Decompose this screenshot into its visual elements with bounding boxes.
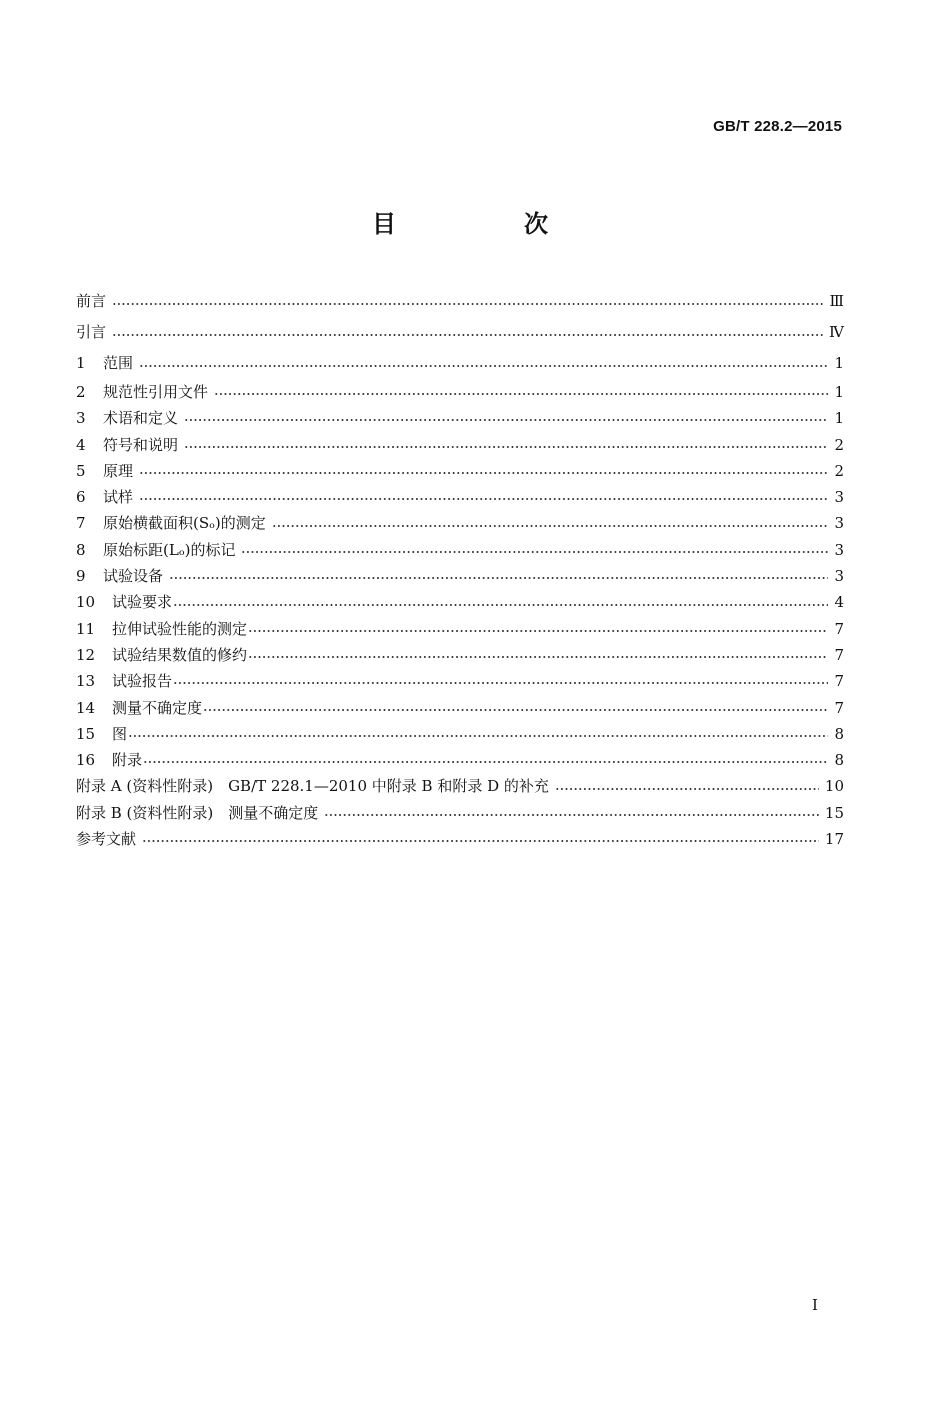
toc-entry-page: 4 bbox=[834, 593, 844, 612]
toc-entry-page: Ⅲ bbox=[829, 292, 844, 310]
toc-entry-page: 17 bbox=[824, 830, 844, 849]
toc-entry-annex-b[interactable] bbox=[76, 800, 844, 826]
toc-entry-page: 1 bbox=[834, 354, 844, 372]
toc-entry-label: 试验报告 bbox=[112, 672, 173, 691]
page-title: 目 次 bbox=[372, 210, 600, 238]
leader-dots bbox=[241, 543, 828, 557]
toc-entry-label: 图 bbox=[112, 724, 128, 743]
toc-entry-number: 8 bbox=[76, 540, 86, 559]
toc-entry-number: 14 bbox=[76, 698, 96, 717]
leader-dots bbox=[173, 596, 828, 610]
leader-dots bbox=[248, 622, 828, 636]
toc-entry-tensile-properties[interactable] bbox=[76, 616, 844, 642]
leader-dots bbox=[169, 569, 828, 583]
leader-dots bbox=[173, 674, 828, 688]
toc-entry-label: 参考文献 bbox=[76, 830, 137, 849]
toc-entry-label: 试验设备 bbox=[103, 567, 164, 586]
leader-dots bbox=[143, 753, 828, 767]
toc-entry-terms[interactable] bbox=[76, 405, 844, 431]
toc-entry-number: 6 bbox=[76, 488, 86, 507]
leader-dots bbox=[112, 295, 824, 309]
toc-entry-gauge-length[interactable] bbox=[76, 537, 844, 563]
toc-entry-page: 7 bbox=[834, 698, 844, 717]
toc-entry-page: 15 bbox=[824, 803, 844, 822]
leader-dots bbox=[203, 701, 828, 715]
toc-entry-number: 2 bbox=[76, 383, 86, 401]
toc-entry-requirements[interactable] bbox=[76, 589, 844, 615]
toc-entry-number: 7 bbox=[76, 514, 86, 533]
toc-entry-number: 16 bbox=[76, 751, 96, 770]
toc-entry-number: 5 bbox=[76, 461, 86, 480]
toc-entry-label: 试验要求 bbox=[112, 593, 173, 612]
toc-entry-cross-section[interactable] bbox=[76, 510, 844, 536]
toc-entry-figures[interactable] bbox=[76, 721, 844, 747]
page-number: I bbox=[812, 1296, 818, 1314]
toc-entry-foreword[interactable] bbox=[76, 286, 844, 317]
toc-entry-equipment[interactable] bbox=[76, 563, 844, 589]
leader-dots bbox=[142, 832, 819, 846]
toc-entry-annex-a[interactable] bbox=[76, 773, 844, 799]
toc-entry-rounding[interactable] bbox=[76, 642, 844, 668]
toc-entry-page: 3 bbox=[834, 514, 844, 533]
leader-dots bbox=[139, 464, 828, 478]
toc-entry-bibliography[interactable] bbox=[76, 826, 844, 852]
toc-entry-label: 范围 bbox=[103, 354, 134, 372]
toc-entry-page: 8 bbox=[834, 751, 844, 770]
toc-entry-page: 8 bbox=[834, 724, 844, 743]
toc-entry-number: 9 bbox=[76, 567, 86, 586]
leader-dots bbox=[128, 727, 828, 741]
toc-entry-number: 13 bbox=[76, 672, 96, 691]
leader-dots bbox=[112, 326, 823, 340]
toc-entry-page: 7 bbox=[834, 619, 844, 638]
leader-dots bbox=[184, 411, 828, 425]
toc-entry-number: 15 bbox=[76, 724, 96, 743]
toc-entry-label: 符号和说明 bbox=[103, 435, 179, 454]
toc-entry-page: 3 bbox=[834, 540, 844, 559]
toc-entry-number: 11 bbox=[76, 619, 96, 638]
toc-entry-specimen[interactable] bbox=[76, 484, 844, 510]
toc-entry-number: 10 bbox=[76, 593, 96, 612]
toc-entry-label: 原始横截面积(Sₒ)的测定 bbox=[103, 514, 266, 533]
table-of-contents bbox=[76, 286, 844, 852]
toc-entry-number: 3 bbox=[76, 409, 86, 428]
toc-entry-introduction[interactable] bbox=[76, 317, 844, 348]
toc-entry-number: 12 bbox=[76, 645, 96, 664]
toc-entry-page: 10 bbox=[824, 777, 844, 796]
toc-entry-label: 原始标距(Lₒ)的标记 bbox=[103, 540, 236, 559]
toc-entry-label: 规范性引用文件 bbox=[103, 383, 209, 401]
toc-entry-number: 4 bbox=[76, 435, 86, 454]
toc-entry-label: 附录 bbox=[112, 751, 143, 770]
toc-entry-symbols[interactable] bbox=[76, 432, 844, 458]
leader-dots bbox=[324, 806, 819, 820]
leader-dots bbox=[555, 780, 819, 794]
toc-entry-label: 术语和定义 bbox=[103, 409, 179, 428]
toc-entry-annexes[interactable] bbox=[76, 747, 844, 773]
toc-entry-number: 1 bbox=[76, 354, 86, 372]
toc-entry-page: Ⅳ bbox=[829, 323, 844, 341]
leader-dots bbox=[248, 648, 828, 662]
toc-entry-label: 原理 bbox=[103, 461, 134, 480]
toc-entry-label: 测量不确定度 bbox=[112, 698, 203, 717]
toc-entry-scope[interactable] bbox=[76, 348, 844, 379]
leader-dots bbox=[139, 357, 828, 371]
toc-entry-label: 前言 bbox=[76, 292, 107, 310]
toc-entry-page: 1 bbox=[834, 383, 844, 401]
toc-entry-label: 引言 bbox=[76, 323, 107, 341]
toc-entry-uncertainty[interactable] bbox=[76, 695, 844, 721]
toc-entry-page: 1 bbox=[834, 409, 844, 428]
toc-entry-label: 试验结果数值的修约 bbox=[112, 645, 248, 664]
toc-entry-page: 2 bbox=[834, 461, 844, 480]
leader-dots bbox=[214, 385, 828, 399]
toc-entry-page: 3 bbox=[834, 488, 844, 507]
toc-entry-principle[interactable] bbox=[76, 458, 844, 484]
toc-entry-label: 附录 B (资料性附录) 测量不确定度 bbox=[76, 803, 319, 822]
toc-entry-normative-references[interactable] bbox=[76, 379, 844, 405]
standard-code: GB/T 228.2—2015 bbox=[713, 118, 842, 135]
leader-dots bbox=[184, 438, 828, 452]
toc-entry-page: 7 bbox=[834, 672, 844, 691]
toc-entry-page: 3 bbox=[834, 567, 844, 586]
leader-dots bbox=[272, 517, 828, 531]
toc-entry-test-report[interactable] bbox=[76, 668, 844, 694]
toc-entry-page: 2 bbox=[834, 435, 844, 454]
toc-entry-page: 7 bbox=[834, 645, 844, 664]
leader-dots bbox=[139, 490, 828, 504]
toc-entry-label: 试样 bbox=[103, 488, 134, 507]
toc-entry-label: 拉伸试验性能的测定 bbox=[112, 619, 248, 638]
toc-entry-label: 附录 A (资料性附录) GB/T 228.1—2010 中附录 B 和附录 D 的补充 bbox=[76, 777, 549, 796]
